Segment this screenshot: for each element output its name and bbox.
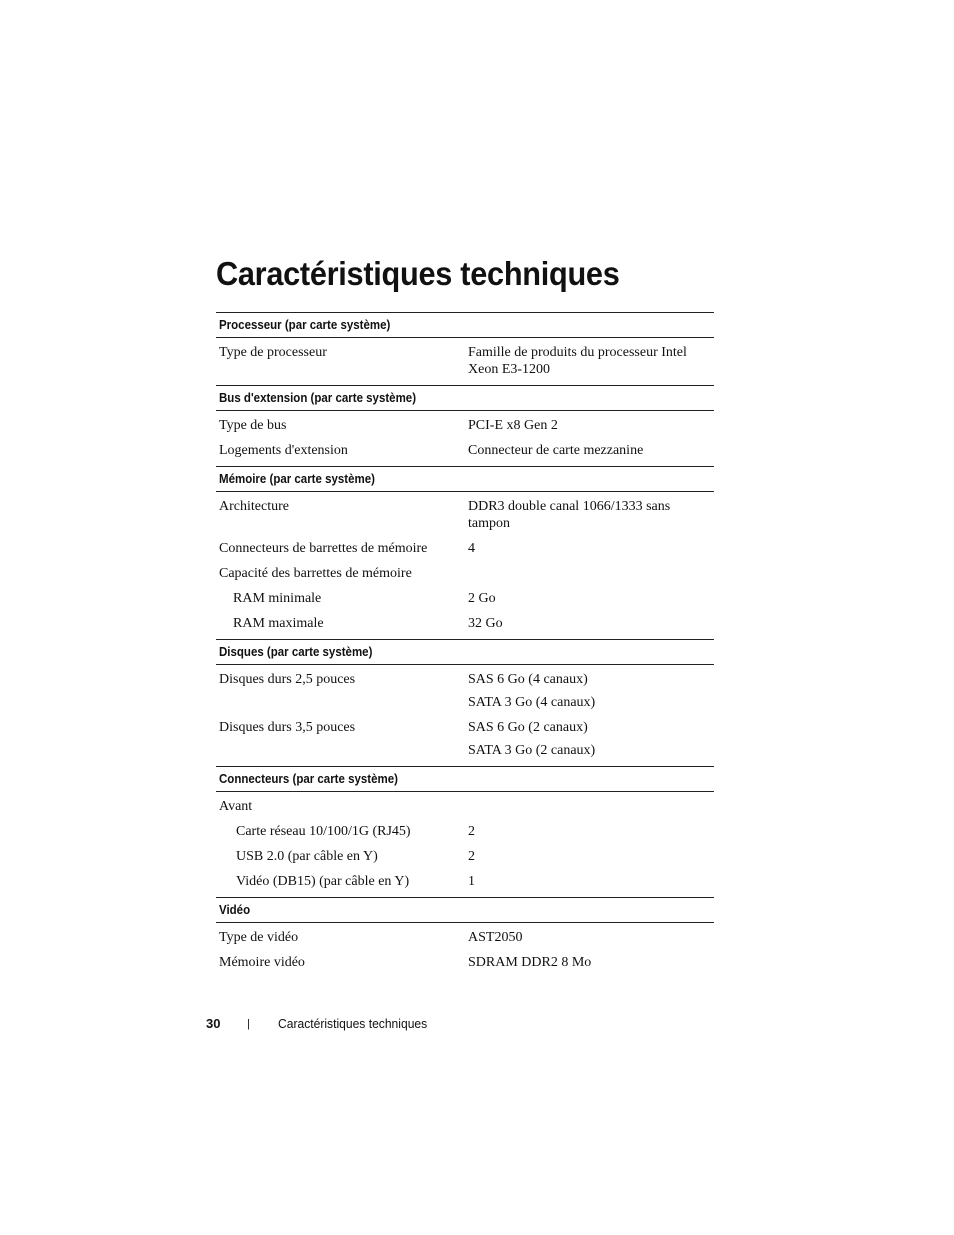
table-row [216,438,714,463]
table-row [216,819,714,844]
row-label: Type de processeur [219,345,327,360]
table-row [216,561,714,586]
page-number: 30 [206,1016,221,1031]
table-row [216,869,714,894]
section-rows-drives [216,665,714,766]
section-heading-expansion-bus: Bus d'extension (par carte système) [216,385,714,411]
section-rows-expansion-bus [216,411,714,466]
row-label: Mémoire vidéo [219,955,305,970]
row-label [216,742,465,759]
footer-title: Caractéristiques techniques [278,1016,428,1031]
row-value: SATA 3 Go (2 canaux) [468,743,596,758]
row-value: 4 [468,541,475,556]
row-label: RAM maximale [233,616,324,631]
section-heading-connectors: Connecteurs (par carte système) [216,766,714,792]
row-value: 1 [468,874,475,889]
row-value: SAS 6 Go (4 canaux) [468,672,588,687]
row-value: DDR3 double canal 1066/1333 sans tampon [468,499,671,531]
row-value: 32 Go [468,616,503,631]
page-title: Caractéristiques techniques [216,255,620,292]
row-value: 2 [468,824,475,839]
section-heading-video: Vidéo [216,897,714,923]
row-label [216,694,465,711]
row-label: Disques durs 2,5 pouces [219,672,356,687]
table-row [216,715,714,740]
row-label: Architecture [219,499,289,514]
section-rows-connectors [216,792,714,897]
row-value [465,565,714,582]
section-rows-processor [216,338,714,385]
row-label: Carte réseau 10/100/1G (RJ45) [236,824,411,839]
section-rows-memory [216,492,714,639]
section-rows-video [216,923,714,978]
table-row [216,340,714,382]
row-label: Logements d'extension [219,443,348,458]
row-value: 2 [468,849,475,864]
row-value: AST2050 [468,930,523,945]
section-heading-drives: Disques (par carte système) [216,639,714,665]
row-value: SDRAM DDR2 8 Mo [468,955,592,970]
table-row [216,536,714,561]
row-label: Connecteurs de barrettes de mémoire [219,541,428,556]
row-label: Type de bus [219,418,287,433]
row-label: Type de vidéo [219,930,299,945]
row-label: RAM minimale [233,591,322,606]
table-row [216,667,714,692]
table-row [216,794,714,819]
table-row [216,413,714,438]
row-value: PCI-E x8 Gen 2 [468,418,558,433]
row-label: Avant [219,799,253,814]
row-value: SAS 6 Go (2 canaux) [468,720,588,735]
row-value: Connecteur de carte mezzanine [468,443,644,458]
row-value: Famille de produits du processeur Intel Xeon E3-1200 [468,345,687,377]
row-label: Disques durs 3,5 pouces [219,720,356,735]
row-label: Vidéo (DB15) (par câble en Y) [236,874,410,889]
row-label: USB 2.0 (par câble en Y) [236,849,378,864]
table-row [216,950,714,975]
table-row [216,844,714,869]
table-row [216,586,714,611]
section-heading-memory: Mémoire (par carte système) [216,466,714,492]
row-value: SATA 3 Go (4 canaux) [468,695,596,710]
table-row [216,740,714,763]
row-value [465,798,714,815]
spec-table [216,312,714,978]
row-value: 2 Go [468,591,496,606]
table-row [216,611,714,636]
row-label: Capacité des barrettes de mémoire [219,566,412,581]
table-row [216,692,714,715]
section-heading-processor: Processeur (par carte système) [216,312,714,338]
footer-separator: | [247,1018,250,1030]
table-row [216,925,714,950]
table-row [216,494,714,536]
